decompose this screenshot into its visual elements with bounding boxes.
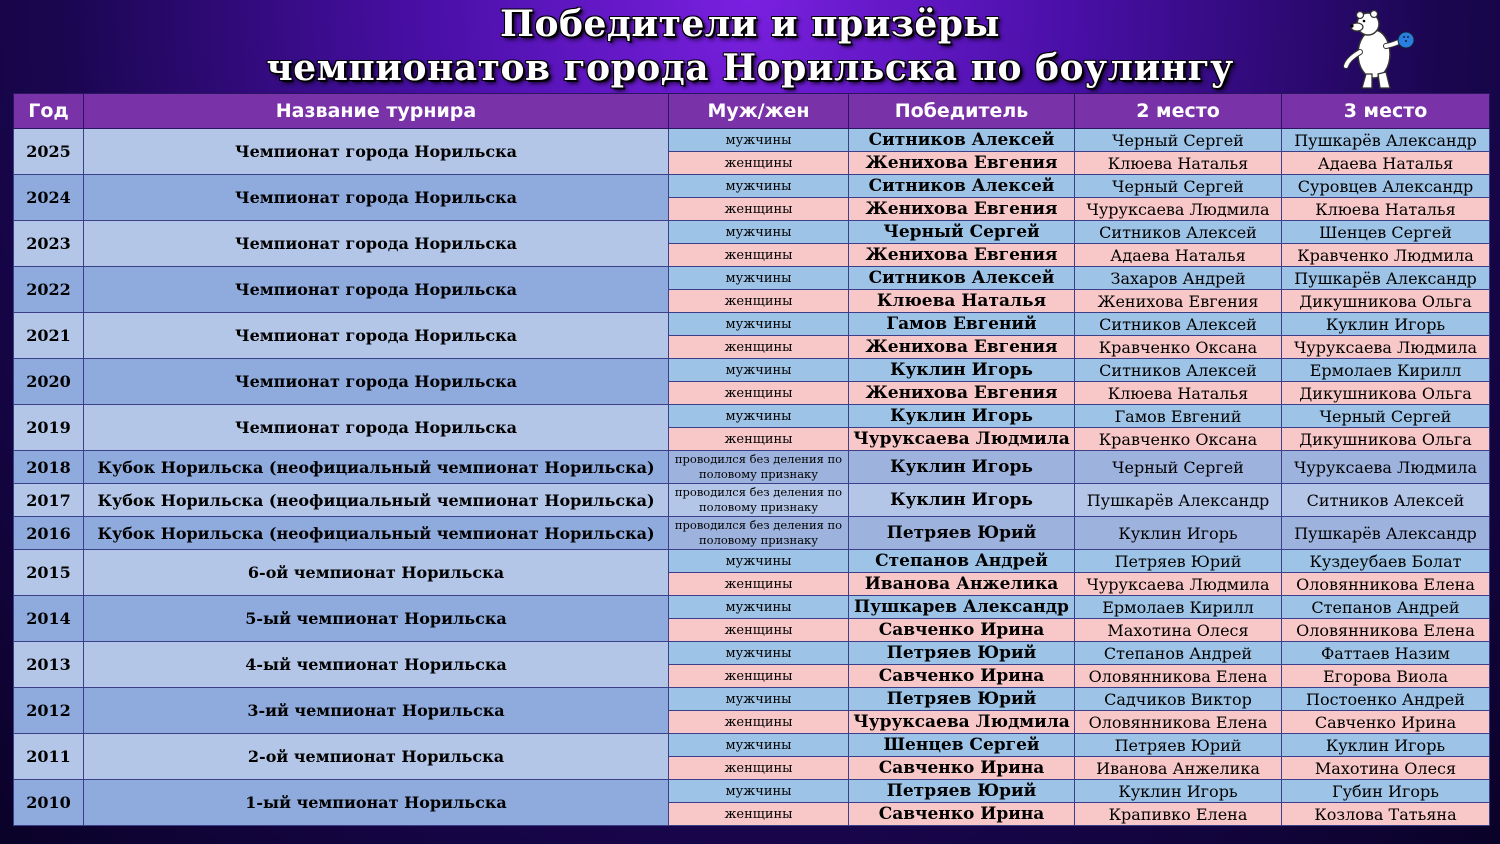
table-row	[14, 313, 1490, 336]
winner-cell: Савченко Ирина	[849, 665, 1075, 688]
year-cell: 2022	[14, 267, 84, 313]
third-place-cell: Суровцев Александр	[1282, 175, 1490, 198]
tournament-name-cell: Чемпионат города Норильска	[84, 175, 669, 221]
tournament-name-cell: Чемпионат города Норильска	[84, 359, 669, 405]
gender-cell: женщины	[669, 152, 849, 175]
second-place-cell: Иванова Анжелика	[1075, 757, 1282, 780]
third-place-cell: Кравченко Людмила	[1282, 244, 1490, 267]
results-table	[13, 93, 1490, 826]
third-place-cell: Ермолаев Кирилл	[1282, 359, 1490, 382]
tournament-name-cell: Чемпионат города Норильска	[84, 221, 669, 267]
third-place-cell: Дикушникова Ольга	[1282, 382, 1490, 405]
tournament-name-cell: 3-ий чемпионат Норильска	[84, 688, 669, 734]
winner-cell: Петряев Юрий	[849, 642, 1075, 665]
table-row	[14, 175, 1490, 198]
second-place-cell: Захаров Андрей	[1075, 267, 1282, 290]
year-cell: 2020	[14, 359, 84, 405]
winner-cell: Пушкарев Александр	[849, 596, 1075, 619]
third-place-cell: Куклин Игорь	[1282, 313, 1490, 336]
tournament-name-cell: Чемпионат города Норильска	[84, 405, 669, 451]
gender-cell: мужчины	[669, 780, 849, 803]
header-gender: Муж/жен	[669, 94, 849, 129]
year-cell: 2023	[14, 221, 84, 267]
second-place-cell: Петряев Юрий	[1075, 550, 1282, 573]
gender-cell: женщины	[669, 244, 849, 267]
tournament-name-cell: Кубок Норильска (неофициальный чемпионат Норильска)	[84, 451, 669, 484]
third-place-cell: Чуруксаева Людмила	[1282, 451, 1490, 484]
second-place-cell: Клюева Наталья	[1075, 382, 1282, 405]
second-place-cell: Ситников Алексей	[1075, 313, 1282, 336]
winner-cell: Куклин Игорь	[849, 484, 1075, 517]
second-place-cell: Черный Сергей	[1075, 451, 1282, 484]
gender-cell: женщины	[669, 665, 849, 688]
third-place-cell: Куклин Игорь	[1282, 734, 1490, 757]
third-place-cell: Оловянникова Елена	[1282, 573, 1490, 596]
table-row	[14, 405, 1490, 428]
gender-cell: мужчины	[669, 129, 849, 152]
year-cell: 2011	[14, 734, 84, 780]
second-place-cell: Кравченко Оксана	[1075, 336, 1282, 359]
gender-cell: мужчины	[669, 688, 849, 711]
winner-cell: Петряев Юрий	[849, 517, 1075, 550]
second-place-cell: Гамов Евгений	[1075, 405, 1282, 428]
third-place-cell: Степанов Андрей	[1282, 596, 1490, 619]
table-row	[14, 642, 1490, 665]
year-cell: 2016	[14, 517, 84, 550]
table-row	[14, 517, 1490, 550]
year-cell: 2024	[14, 175, 84, 221]
tournament-name-cell: 4-ый чемпионат Норильска	[84, 642, 669, 688]
tournament-name-cell: 6-ой чемпионат Норильска	[84, 550, 669, 596]
third-place-cell: Пушкарёв Александр	[1282, 517, 1490, 550]
second-place-cell: Садчиков Виктор	[1075, 688, 1282, 711]
winner-cell: Савченко Ирина	[849, 803, 1075, 826]
gender-cell: мужчины	[669, 359, 849, 382]
header-second-place: 2 место	[1075, 94, 1282, 129]
third-place-cell: Егорова Виола	[1282, 665, 1490, 688]
gender-cell: мужчины	[669, 596, 849, 619]
winner-cell: Чуруксаева Людмила	[849, 711, 1075, 734]
gender-cell: мужчины	[669, 221, 849, 244]
winner-cell: Гамов Евгений	[849, 313, 1075, 336]
table-row	[14, 596, 1490, 619]
year-cell: 2019	[14, 405, 84, 451]
winner-cell: Черный Сергей	[849, 221, 1075, 244]
header-third-place: 3 место	[1282, 94, 1490, 129]
third-place-cell: Махотина Олеся	[1282, 757, 1490, 780]
third-place-cell: Дикушникова Ольга	[1282, 428, 1490, 451]
year-cell: 2025	[14, 129, 84, 175]
gender-cell: женщины	[669, 382, 849, 405]
winner-cell: Петряев Юрий	[849, 780, 1075, 803]
table-row	[14, 129, 1490, 152]
second-place-cell: Оловянникова Елена	[1075, 665, 1282, 688]
table-row	[14, 267, 1490, 290]
gender-cell: женщины	[669, 803, 849, 826]
second-place-cell: Кравченко Оксана	[1075, 428, 1282, 451]
third-place-cell: Шенцев Сергей	[1282, 221, 1490, 244]
gender-cell: проводился без деления по половому признаку	[669, 451, 849, 484]
table-header-row	[14, 94, 1490, 129]
gender-cell: женщины	[669, 290, 849, 313]
title-line-1: Победители и призёры	[499, 3, 1001, 45]
third-place-cell: Клюева Наталья	[1282, 198, 1490, 221]
winner-cell: Женихова Евгения	[849, 198, 1075, 221]
gender-cell: женщины	[669, 711, 849, 734]
third-place-cell: Пушкарёв Александр	[1282, 129, 1490, 152]
third-place-cell: Губин Игорь	[1282, 780, 1490, 803]
gender-cell: мужчины	[669, 550, 849, 573]
winner-cell: Чуруксаева Людмила	[849, 428, 1075, 451]
second-place-cell: Ермолаев Кирилл	[1075, 596, 1282, 619]
tournament-name-cell: Чемпионат города Норильска	[84, 313, 669, 359]
gender-cell: женщины	[669, 428, 849, 451]
second-place-cell: Оловянникова Елена	[1075, 711, 1282, 734]
gender-cell: женщины	[669, 619, 849, 642]
gender-cell: женщины	[669, 757, 849, 780]
table-row	[14, 359, 1490, 382]
winner-cell: Куклин Игорь	[849, 359, 1075, 382]
page-title	[0, 2, 1500, 90]
second-place-cell: Махотина Олеся	[1075, 619, 1282, 642]
table-row	[14, 688, 1490, 711]
second-place-cell: Чуруксаева Людмила	[1075, 573, 1282, 596]
year-cell: 2018	[14, 451, 84, 484]
gender-cell: женщины	[669, 573, 849, 596]
third-place-cell: Адаева Наталья	[1282, 152, 1490, 175]
year-cell: 2017	[14, 484, 84, 517]
winner-cell: Женихова Евгения	[849, 336, 1075, 359]
second-place-cell: Пушкарёв Александр	[1075, 484, 1282, 517]
third-place-cell: Оловянникова Елена	[1282, 619, 1490, 642]
table-row	[14, 484, 1490, 517]
third-place-cell: Пушкарёв Александр	[1282, 267, 1490, 290]
gender-cell: мужчины	[669, 267, 849, 290]
winner-cell: Ситников Алексей	[849, 267, 1075, 290]
third-place-cell: Фаттаев Назим	[1282, 642, 1490, 665]
polar-bear-bowling-icon	[1338, 4, 1418, 90]
tournament-name-cell: Кубок Норильска (неофициальный чемпионат Норильска)	[84, 517, 669, 550]
gender-cell: женщины	[669, 198, 849, 221]
tournament-name-cell: Чемпионат города Норильска	[84, 267, 669, 313]
tournament-name-cell: 1-ый чемпионат Норильска	[84, 780, 669, 826]
winner-cell: Степанов Андрей	[849, 550, 1075, 573]
winner-cell: Клюева Наталья	[849, 290, 1075, 313]
second-place-cell: Ситников Алексей	[1075, 221, 1282, 244]
winner-cell: Женихова Евгения	[849, 152, 1075, 175]
year-cell: 2012	[14, 688, 84, 734]
winner-cell: Куклин Игорь	[849, 405, 1075, 428]
second-place-cell: Черный Сергей	[1075, 175, 1282, 198]
winner-cell: Женихова Евгения	[849, 382, 1075, 405]
gender-cell: мужчины	[669, 734, 849, 757]
second-place-cell: Клюева Наталья	[1075, 152, 1282, 175]
tournament-name-cell: 2-ой чемпионат Норильска	[84, 734, 669, 780]
second-place-cell: Чуруксаева Людмила	[1075, 198, 1282, 221]
second-place-cell: Крапивко Елена	[1075, 803, 1282, 826]
tournament-name-cell: 5-ый чемпионат Норильска	[84, 596, 669, 642]
third-place-cell: Постоенко Андрей	[1282, 688, 1490, 711]
gender-cell: женщины	[669, 336, 849, 359]
table-row	[14, 221, 1490, 244]
third-place-cell: Савченко Ирина	[1282, 711, 1490, 734]
year-cell: 2013	[14, 642, 84, 688]
winner-cell: Женихова Евгения	[849, 244, 1075, 267]
year-cell: 2021	[14, 313, 84, 359]
second-place-cell: Куклин Игорь	[1075, 780, 1282, 803]
third-place-cell: Ситников Алексей	[1282, 484, 1490, 517]
winner-cell: Савченко Ирина	[849, 757, 1075, 780]
header-tournament: Название турнира	[84, 94, 669, 129]
tournament-name-cell: Кубок Норильска (неофициальный чемпионат Норильска)	[84, 484, 669, 517]
year-cell: 2010	[14, 780, 84, 826]
title-line-2: чемпионатов города Норильска по боулингу	[266, 47, 1234, 89]
winner-cell: Ситников Алексей	[849, 175, 1075, 198]
third-place-cell: Черный Сергей	[1282, 405, 1490, 428]
second-place-cell: Степанов Андрей	[1075, 642, 1282, 665]
winner-cell: Савченко Ирина	[849, 619, 1075, 642]
gender-cell: мужчины	[669, 405, 849, 428]
second-place-cell: Петряев Юрий	[1075, 734, 1282, 757]
second-place-cell: Адаева Наталья	[1075, 244, 1282, 267]
gender-cell: мужчины	[669, 313, 849, 336]
header-winner: Победитель	[849, 94, 1075, 129]
table-row	[14, 780, 1490, 803]
winner-cell: Куклин Игорь	[849, 451, 1075, 484]
tournament-name-cell: Чемпионат города Норильска	[84, 129, 669, 175]
winner-cell: Шенцев Сергей	[849, 734, 1075, 757]
year-cell: 2014	[14, 596, 84, 642]
year-cell: 2015	[14, 550, 84, 596]
gender-cell: мужчины	[669, 642, 849, 665]
third-place-cell: Куздеубаев Болат	[1282, 550, 1490, 573]
second-place-cell: Ситников Алексей	[1075, 359, 1282, 382]
third-place-cell: Чуруксаева Людмила	[1282, 336, 1490, 359]
winner-cell: Иванова Анжелика	[849, 573, 1075, 596]
gender-cell: проводился без деления по половому признаку	[669, 484, 849, 517]
table-row	[14, 550, 1490, 573]
second-place-cell: Куклин Игорь	[1075, 517, 1282, 550]
winner-cell: Петряев Юрий	[849, 688, 1075, 711]
table-row	[14, 451, 1490, 484]
winner-cell: Ситников Алексей	[849, 129, 1075, 152]
table-row	[14, 734, 1490, 757]
third-place-cell: Козлова Татьяна	[1282, 803, 1490, 826]
header-year: Год	[14, 94, 84, 129]
third-place-cell: Дикушникова Ольга	[1282, 290, 1490, 313]
gender-cell: проводился без деления по половому признаку	[669, 517, 849, 550]
gender-cell: мужчины	[669, 175, 849, 198]
second-place-cell: Женихова Евгения	[1075, 290, 1282, 313]
second-place-cell: Черный Сергей	[1075, 129, 1282, 152]
table-body	[14, 129, 1490, 826]
